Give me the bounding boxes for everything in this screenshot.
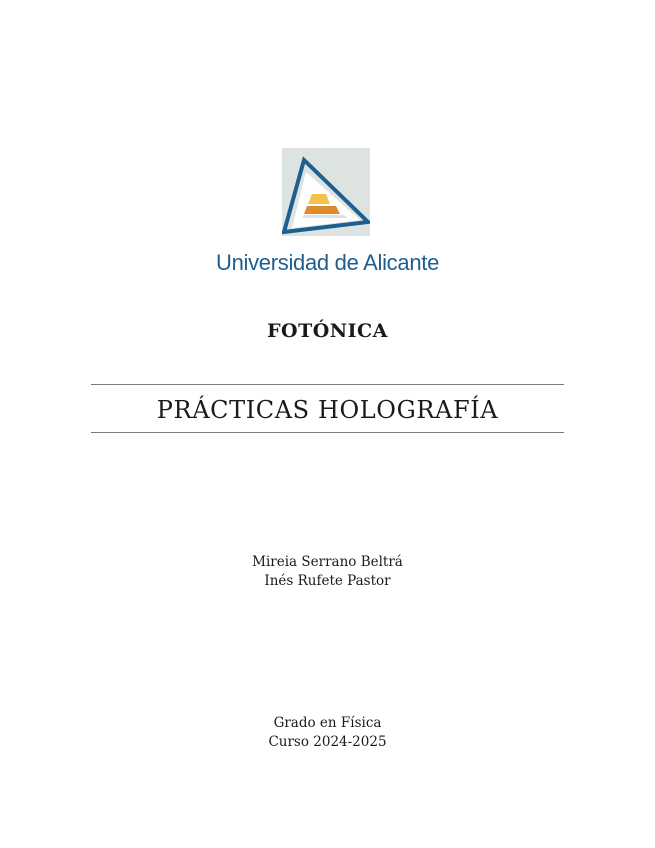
- degree-name: Grado en Física: [273, 715, 382, 731]
- title-rule-top: [91, 384, 564, 385]
- document-title: PRÁCTICAS HOLOGRAFÍA: [156, 396, 499, 424]
- university-logo: [282, 148, 370, 236]
- authors-block: [0, 553, 655, 591]
- author-name: Mireia Serrano Beltrá: [252, 554, 403, 570]
- subject-heading: FOTÓNICA: [267, 320, 388, 342]
- author-name: Inés Rufete Pastor: [264, 573, 391, 589]
- academic-year: Curso 2024-2025: [268, 734, 387, 750]
- university-logo-icon: [282, 148, 370, 236]
- title-rule-bottom: [91, 432, 564, 433]
- course-info: [0, 714, 655, 752]
- university-name: Universidad de Alicante: [215, 250, 439, 275]
